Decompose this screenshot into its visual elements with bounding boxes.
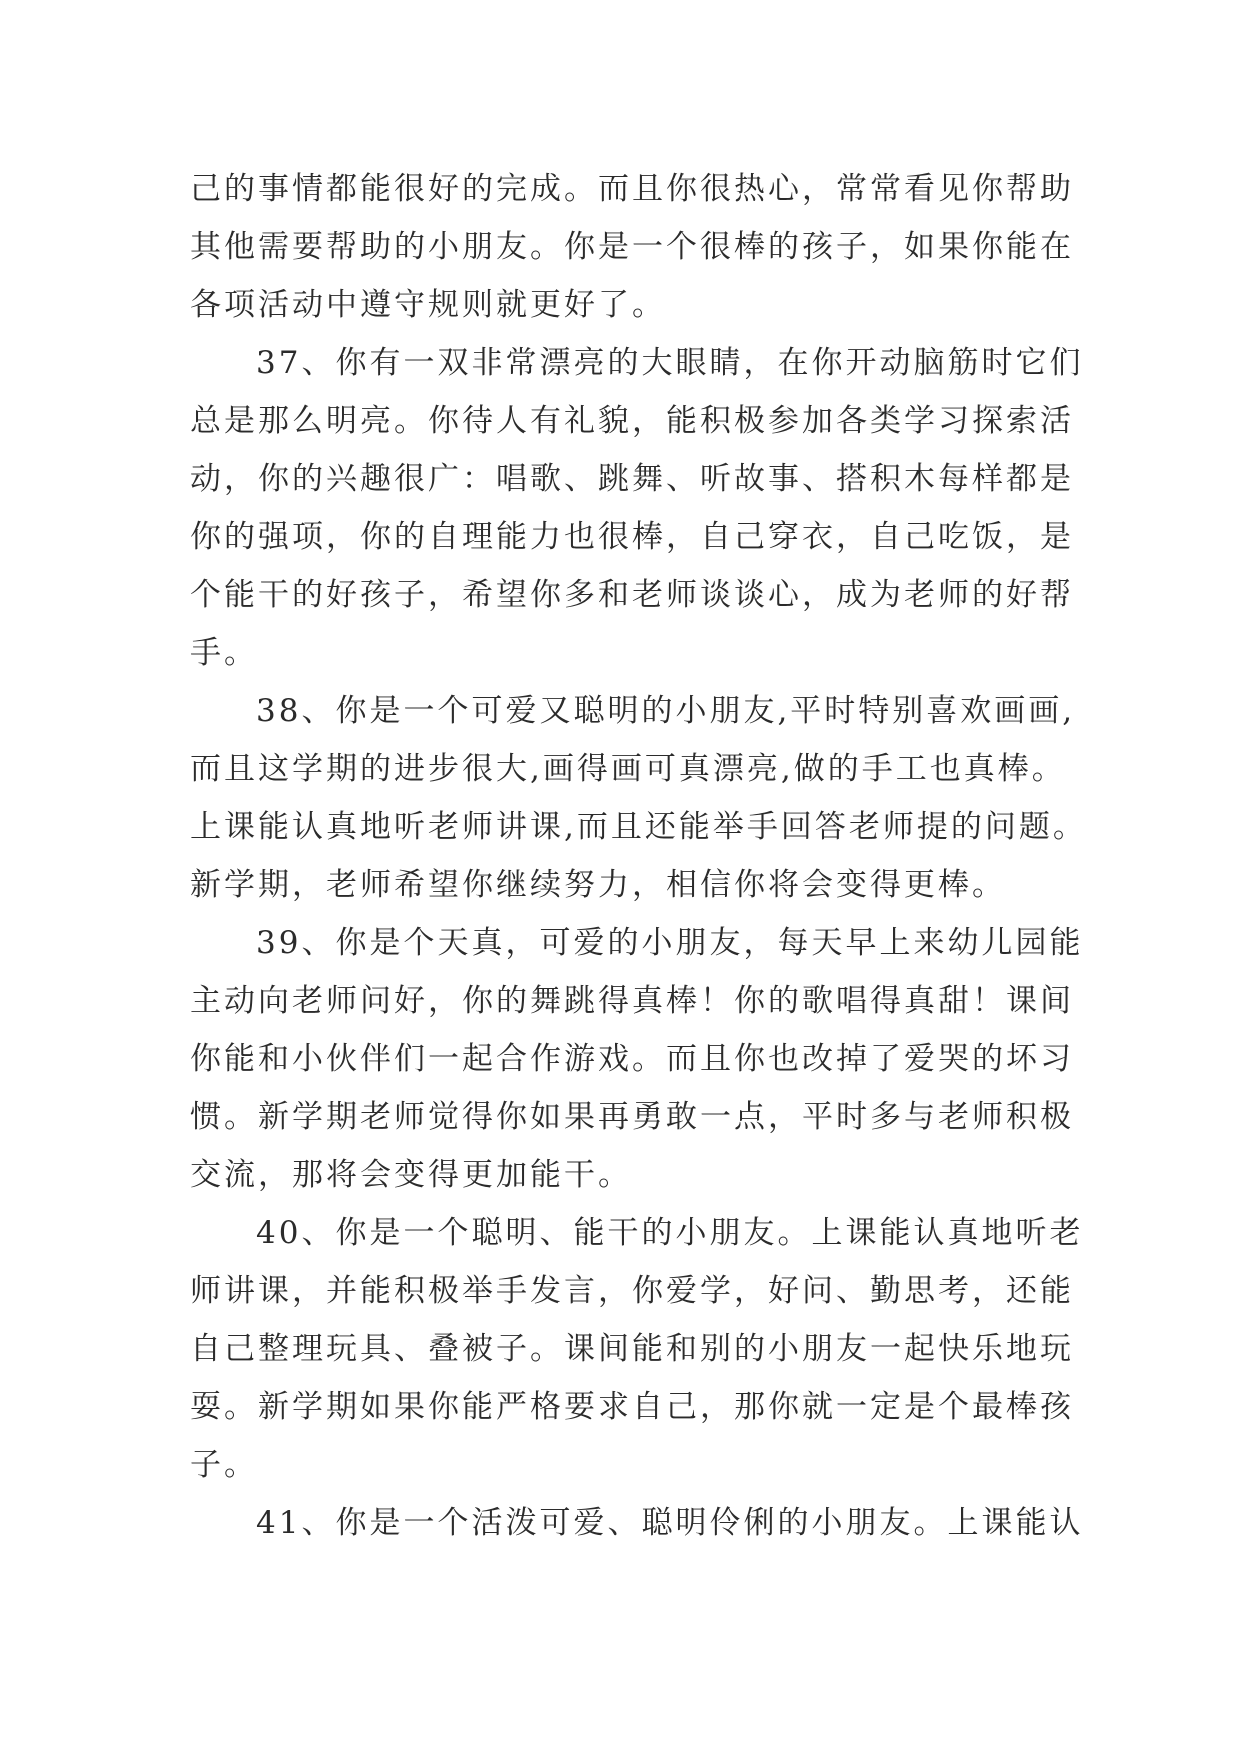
text-line: 子。 [190, 1447, 258, 1483]
text-line: 新学期，老师希望你继续努力，相信你将会变得更棒。 [190, 867, 1006, 903]
text-line: 耍。新学期如果你能严格要求自己，那你就一定是个最棒孩 [190, 1389, 1074, 1425]
text-line: 各项活动中遵守规则就更好了。 [190, 287, 666, 323]
text-line: 惯。新学期老师觉得你如果再勇敢一点，平时多与老师积极 [190, 1099, 1074, 1135]
text-line: 动，你的兴趣很广：唱歌、跳舞、听故事、搭积木每样都是 [190, 461, 1074, 497]
text-line: 其他需要帮助的小朋友。你是一个很棒的孩子，如果你能在 [190, 229, 1074, 265]
text-line: 己的事情都能很好的完成。而且你很热心，常常看见你帮助 [190, 171, 1074, 207]
text-line: 38、你是一个可爱又聪明的小朋友,平时特别喜欢画画, [256, 693, 1076, 729]
text-line: 师讲课，并能积极举手发言，你爱学，好问、勤思考，还能 [190, 1273, 1074, 1309]
text-line: 你的强项，你的自理能力也很棒，自己穿衣，自己吃饭，是 [190, 519, 1074, 555]
text-line: 交流，那将会变得更加能干。 [190, 1157, 632, 1193]
text-line: 你能和小伙伴们一起合作游戏。而且你也改掉了爱哭的坏习 [190, 1041, 1074, 1077]
text-line: 而且这学期的进步很大,画得画可真漂亮,做的手工也真棒。 [190, 751, 1066, 787]
text-line: 总是那么明亮。你待人有礼貌，能积极参加各类学习探索活 [190, 403, 1074, 439]
text-line: 上课能认真地听老师讲课,而且还能举手回答老师提的问题。 [190, 809, 1087, 845]
text-line: 39、你是个天真，可爱的小朋友，每天早上来幼儿园能 [256, 925, 1084, 961]
body-text [190, 160, 1087, 1552]
text-line: 个能干的好孩子，希望你多和老师谈谈心，成为老师的好帮 [190, 577, 1074, 613]
text-line: 手。 [190, 635, 258, 671]
text-line: 40、你是一个聪明、能干的小朋友。上课能认真地听老 [256, 1215, 1084, 1251]
text-line: 37、你有一双非常漂亮的大眼睛，在你开动脑筋时它们 [256, 345, 1084, 381]
text-line: 41、你是一个活泼可爱、聪明伶俐的小朋友。上课能认 [256, 1505, 1084, 1541]
text-line: 自己整理玩具、叠被子。课间能和别的小朋友一起快乐地玩 [190, 1331, 1074, 1367]
text-line: 主动向老师问好，你的舞跳得真棒！你的歌唱得真甜！课间 [190, 983, 1074, 1019]
